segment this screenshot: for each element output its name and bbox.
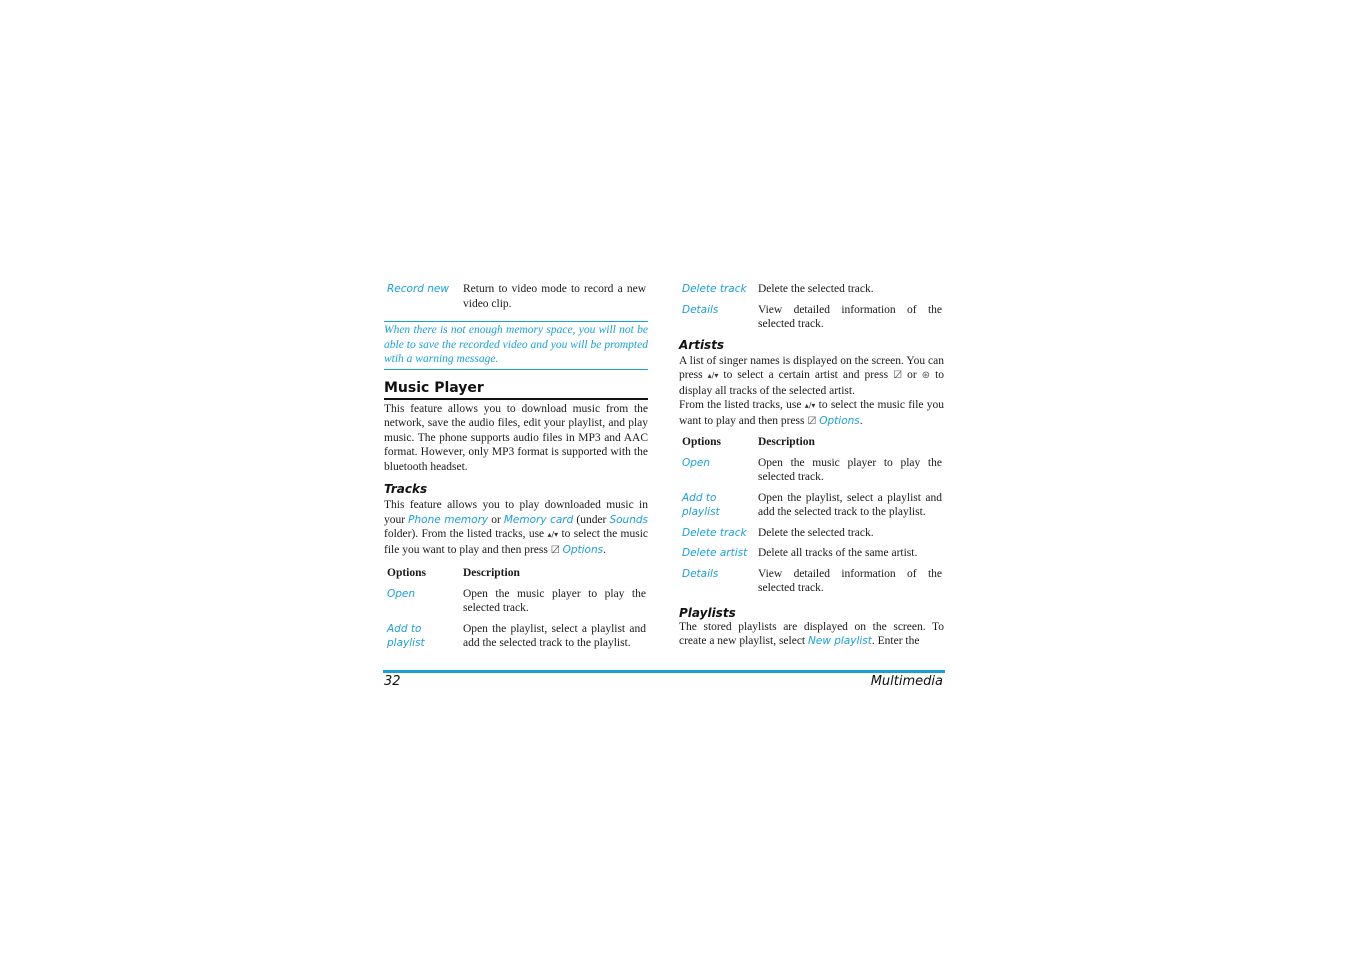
text: to select a certain artist and press [723, 369, 889, 381]
header-description: Description [463, 567, 520, 579]
text: (under [576, 513, 607, 526]
option-desc: Open the music player to play the selected track. [463, 587, 646, 614]
option-add-to-playlist[interactable]: Add to playlist [682, 491, 720, 518]
section-body: This feature allows you to download music from the network, save the audio files, edit your playlist, and play music. The phone supports audio files in MP3 and AAC format. However, only MP3 format is supported with the bluetooth headset. [384, 402, 648, 473]
option-desc: Return to video mode to record a new video clip. [463, 283, 646, 310]
option-add-to-playlist[interactable]: Add to playlist [387, 622, 425, 649]
playlists-body [679, 620, 944, 649]
link-options[interactable]: Options [819, 414, 860, 427]
page-number: 32 [384, 674, 401, 689]
table-row [384, 587, 648, 616]
text: or [491, 513, 501, 526]
artists-title: Artists [679, 337, 725, 352]
text: A list of singer names is displayed on the screen. You can press [679, 354, 944, 381]
text: From the listed tracks, use [679, 399, 802, 411]
table-row [679, 303, 944, 332]
option-open[interactable]: Open [682, 456, 711, 469]
right-column [679, 282, 944, 649]
text: or [907, 369, 917, 381]
up-down-arrows-icon: ▴/▾ [707, 371, 719, 380]
table-row [679, 456, 944, 485]
footer-rule [383, 670, 945, 673]
softkey-icon: ☐̸ [807, 415, 817, 427]
option-desc: Delete the selected track. [758, 526, 874, 539]
table-row [679, 491, 944, 520]
option-row-record-new [384, 282, 648, 311]
option-delete-artist[interactable]: Delete artist [682, 547, 748, 559]
option-desc: Open the playlist, select a playlist and add the selected track to the playlist. [758, 491, 942, 518]
text: The stored playlists are displayed on the screen. To create a new playlist, select [679, 620, 944, 647]
link-phone-memory[interactable]: Phone memory [408, 513, 489, 526]
header-options: Options [387, 567, 426, 579]
softkey-icon: ☐̸ [893, 370, 903, 381]
text: . Enter the [871, 635, 920, 647]
chapter-title: Multimedia [870, 674, 943, 689]
softkey-icon: ☐̸ [550, 544, 560, 556]
tracks-title: Tracks [384, 482, 428, 496]
option-desc: Delete the selected track. [758, 283, 874, 295]
link-options[interactable]: Options [562, 543, 604, 556]
table-header [679, 435, 944, 450]
link-new-playlist[interactable]: New playlist [808, 635, 872, 647]
option-details[interactable]: Details [682, 567, 719, 580]
option-desc: Open the playlist, select a playlist and add the selected track to the playlist. [463, 622, 646, 649]
text: This feature allows you to play downloaded music in your [384, 499, 648, 526]
table-row [384, 622, 648, 651]
table-row [679, 567, 944, 596]
text: folder). From the listed tracks, use [384, 528, 545, 540]
artists-options-table [679, 435, 944, 596]
link-memory-card[interactable]: Memory card [503, 513, 574, 526]
table-row [679, 526, 944, 541]
playlists-title: Playlists [679, 605, 736, 620]
option-record-new[interactable]: Record new [387, 283, 449, 295]
table-row [679, 282, 944, 297]
tracks-body [384, 498, 648, 558]
header-description: Description [758, 436, 815, 448]
up-down-arrows-icon: ▴/▾ [547, 530, 559, 539]
ok-key-icon: ⊛ [921, 370, 931, 381]
option-desc: View detailed information of the selected track. [758, 303, 942, 330]
option-delete-track[interactable]: Delete track [682, 283, 747, 295]
header-options: Options [682, 436, 721, 448]
artists-body [679, 354, 944, 430]
warning-note: When there is not enough memory space, you will not be able to save the recorded video and you will be prompted wtih a warning message. [384, 321, 648, 370]
option-desc: View detailed information of the selected track. [758, 567, 942, 594]
text: to select the music file you want to play and then press [679, 399, 945, 427]
option-desc: Open the music player to play the selected track. [758, 456, 942, 483]
option-desc: Delete all tracks of the same artist. [758, 547, 918, 559]
table-row [679, 546, 944, 561]
text: . [603, 543, 606, 556]
option-delete-track[interactable]: Delete track [682, 526, 747, 539]
text: . [859, 414, 863, 427]
section-title: Music Player [384, 380, 648, 400]
option-details[interactable]: Details [682, 303, 719, 316]
left-column [384, 282, 648, 657]
up-down-arrows-icon: ▴/▾ [804, 401, 816, 410]
text: to select the music file you want to play and then press [384, 528, 648, 556]
link-sounds[interactable]: Sounds [609, 513, 649, 526]
tracks-options-table [384, 566, 648, 651]
table-header [384, 566, 648, 581]
option-open[interactable]: Open [387, 587, 416, 600]
text: to display all tracks of the selected artist. [679, 369, 945, 397]
